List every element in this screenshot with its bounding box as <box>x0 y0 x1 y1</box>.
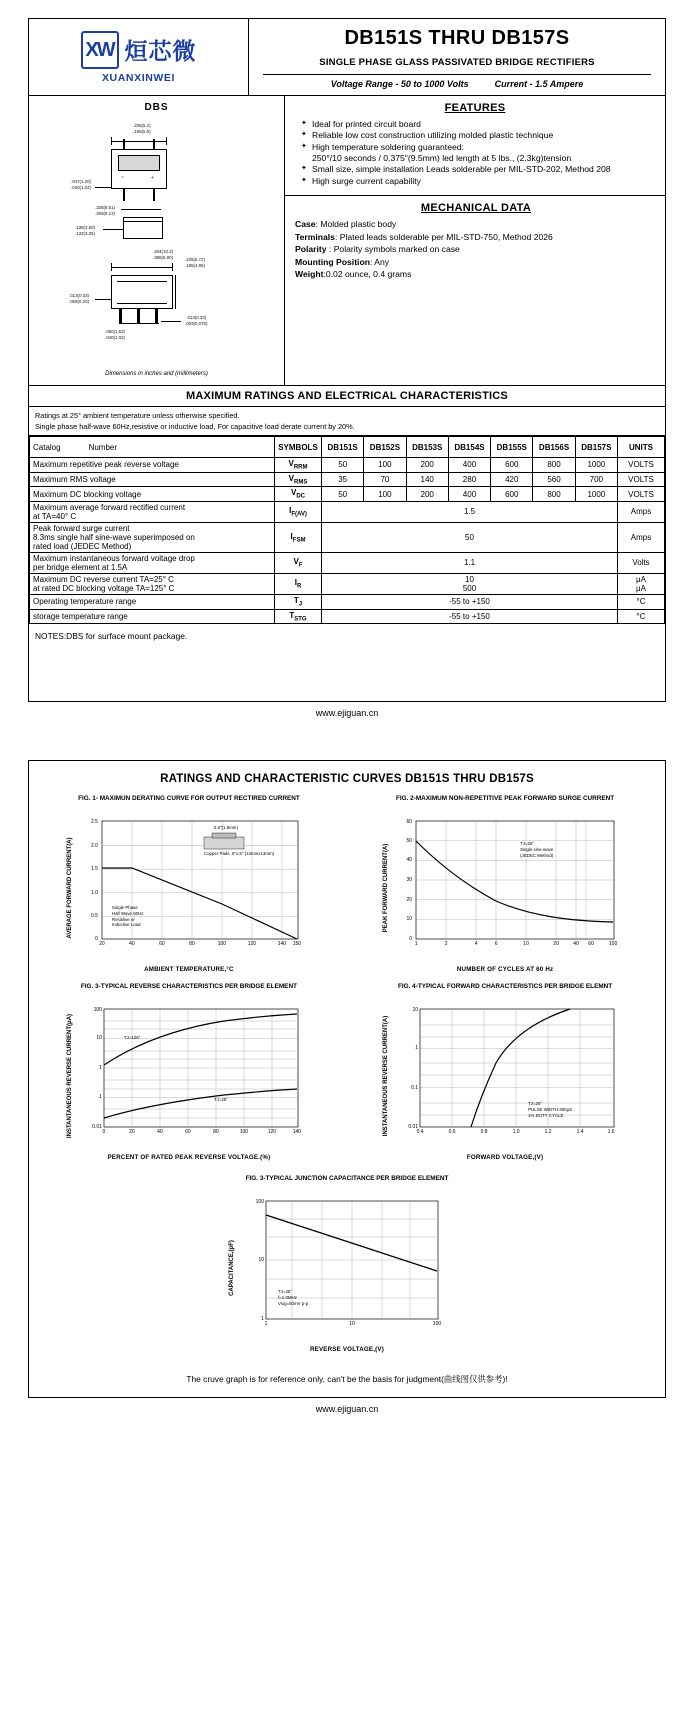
curves-title: RATINGS AND CHARACTERISTIC CURVES DB151S THRU DB157S <box>160 773 534 786</box>
y-tick: 10 <box>406 916 413 923</box>
y-tick: 10 <box>412 1007 419 1014</box>
unit-cell: °C <box>618 594 665 609</box>
x-tick: 10 <box>523 941 529 948</box>
list-item: ✦ High temperature soldering guaranteed: <box>301 142 657 153</box>
chart-fig4 <box>359 983 651 1161</box>
list-item: ✦ Reliable low cost construction utilizing molded plastic technique <box>301 130 657 141</box>
param-cell: Maximum DC reverse current TA=25° C at rated DC blocking voltage TA=125° C <box>30 573 275 594</box>
chart-annotation: TJ=25° PULSE WIDTH:300μS 1% DUTY CYCLE <box>528 1101 573 1118</box>
x-tick: 4 <box>474 941 478 948</box>
chart-fig5 <box>222 1175 472 1353</box>
ratings-title: MAXIMUM RATINGS AND ELECTRICAL CHARACTERISTICS <box>29 386 665 407</box>
middle-section <box>29 96 665 386</box>
dim-12: .013(0.33) .008(0.20) <box>69 293 90 304</box>
value-cell: 50 <box>322 458 364 473</box>
ratings-notes <box>29 407 665 436</box>
list-item: ✦ High surge current capability <box>301 176 657 187</box>
value-cell: 140 <box>406 472 448 487</box>
x-tick: 100 <box>432 1321 442 1328</box>
chart-ylabel: PEAK FORWARD CURRENT(A) <box>383 843 390 933</box>
chart-annotation: TJ=25° Single sine-wave (JEDEC Method) <box>520 841 554 858</box>
charts-row-3 <box>43 1175 651 1353</box>
website-footer-2: www.ejiguan.cn <box>315 1404 379 1415</box>
x-tick: 80 <box>213 1129 219 1136</box>
value-cell: 600 <box>491 487 533 502</box>
dim-0: .205(5.2) .195(5.0) <box>133 123 151 134</box>
unit-cell: Amps <box>618 501 665 522</box>
x-tick: 40 <box>157 1129 163 1136</box>
features-section <box>285 96 665 196</box>
value-cell: 50 <box>322 522 618 552</box>
voltage-range: Voltage Range - 50 to 1000 Volts <box>330 79 469 89</box>
page-title: DB151S THRU DB157S <box>344 27 570 49</box>
x-tick: 140 <box>292 1129 302 1136</box>
header-text <box>249 19 665 95</box>
th-part: DB157S <box>575 437 617 458</box>
chart-annotation: TJ=125° <box>123 1035 141 1041</box>
y-tick: 100 <box>255 1199 264 1206</box>
value-cell: 100 <box>364 458 406 473</box>
y-tick: 10 <box>258 1257 264 1264</box>
table-row <box>30 458 665 473</box>
chart-title: FIG. 3-TYPICAL REVERSE CHARACTERISTICS PER BRIDGE ELEMENT <box>80 983 297 991</box>
symbol-cell: $T_{STG}$ <box>275 609 322 624</box>
specs-panel <box>285 96 665 385</box>
y-tick: 0.01 <box>408 1124 419 1131</box>
y-tick: 1 <box>261 1316 264 1323</box>
unit-cell: VOLTS <box>618 487 665 502</box>
value-cell: -55 to +150 <box>322 594 618 609</box>
y-tick: 0.01 <box>92 1124 102 1131</box>
dim-10: .225(5.72) .195(4.95) <box>185 257 206 268</box>
x-tick: 60 <box>159 941 165 948</box>
chart-annotation: TJ=25° f=1.0MHz Vsig=50mV p-p <box>278 1289 309 1306</box>
table-row <box>30 487 665 502</box>
page-subtitle: SINGLE PHASE GLASS PASSIVATED BRIDGE RECTIFIERS <box>319 57 595 68</box>
y-tick: 2.5 <box>90 819 98 826</box>
chart-xlabel: FORWARD VOLTAGE,(V) <box>466 1154 544 1162</box>
value-cell: 400 <box>448 458 490 473</box>
dim-2: .047(1.20) .040(1.02) <box>71 179 92 190</box>
chart-xlabel: AMBIENT TEMPERATURE,°C <box>144 966 234 974</box>
value-cell: 700 <box>575 472 617 487</box>
value-cell: 50 <box>322 487 364 502</box>
dim-4: .335(8.51) .305(8.13) <box>95 205 116 216</box>
x-tick: 140 <box>277 941 287 948</box>
list-item: ✦ Ideal for printed circuit board <box>301 119 657 130</box>
ratings-note-line: Single phase half-wave 60Hz,resistive or inductive load, For capacitive load derate current by 20%. <box>35 421 355 431</box>
package-label: DBS <box>144 102 169 113</box>
th-catalog: Catalog Number <box>30 437 275 458</box>
unit-cell: μA μA <box>618 573 665 594</box>
logo-english: XUANXINWEI <box>101 71 176 84</box>
table-row <box>30 573 665 594</box>
param-cell: Maximum average forward rectified current at TA=40° C <box>30 501 275 522</box>
x-tick: 120 <box>247 941 257 948</box>
y-tick: 60 <box>406 819 413 826</box>
value-cell: 200 <box>406 487 448 502</box>
value-cell: 70 <box>364 472 406 487</box>
logo-mark-text: XW <box>85 38 114 61</box>
y-tick: 20 <box>406 897 413 904</box>
symbol-cell: $V_{DC}$ <box>275 487 322 502</box>
curves-disclaimer: The cruve graph is for reference only, can't be the basis for judgment(曲线图仅供参考)! <box>186 1374 508 1385</box>
x-tick: 60 <box>185 1129 191 1136</box>
list-item: 250°/10 seconds / 0.375"(9.5mm) led length at 5 lbs., (2.3kg)tension <box>312 153 572 164</box>
value-cell: 10 500 <box>322 573 618 594</box>
x-tick: 2 <box>444 941 448 948</box>
th-units: UNITS <box>618 437 665 458</box>
value-cell: 600 <box>491 458 533 473</box>
x-tick: 120 <box>267 1129 277 1136</box>
unit-cell: VOLTS <box>618 472 665 487</box>
param-cell: Operating temperature range <box>30 594 275 609</box>
value-cell: 1.1 <box>322 552 618 573</box>
x-tick: 6 <box>494 941 498 948</box>
y-tick: 1.0 <box>90 890 98 897</box>
page-2 <box>28 760 666 1398</box>
symbol-cell: $I_{F(AV)}$ <box>275 501 322 522</box>
x-tick: 0.4 <box>416 1129 424 1136</box>
x-tick: 20 <box>129 1129 135 1136</box>
unit-cell: Amps <box>618 522 665 552</box>
symbol-cell: $I_{FSM}$ <box>275 522 322 552</box>
mech-row: Polarity : Polarity symbols marked on case <box>295 244 460 255</box>
y-tick: 2.0 <box>90 843 98 850</box>
chart-fig2 <box>359 795 651 973</box>
chart-xlabel: NUMBER OF CYCLES AT 60 Hz <box>456 966 554 974</box>
chart-ylabel: AVERAGE FORWARD CURRENT(A) <box>66 837 73 939</box>
chart-ylabel: INSTANTANEOUS REVERSE CURRENT(A) <box>383 1015 390 1137</box>
features-title: FEATURES <box>444 102 506 114</box>
drawing-note: Dimensions in inches and (millimeters) <box>105 371 208 377</box>
x-tick: 100 <box>239 1129 249 1136</box>
mech-row: Weight:0.02 ounce, 0.4 grams <box>295 269 412 280</box>
value-cell: 100 <box>364 487 406 502</box>
datasheet-page <box>0 18 694 1424</box>
chart-title: FIG. 4-TYPICAL FORWARD CHARACTERISTICS PER BRIDGE ELEMNT <box>397 983 613 991</box>
symbol-cell: $V_F$ <box>275 552 322 573</box>
unit-cell: Volts <box>618 552 665 573</box>
param-cell: storage temperature range <box>30 609 275 624</box>
dim-6: .138(3.50) .132(3.35) <box>75 225 96 236</box>
header-range <box>253 79 661 89</box>
page-1 <box>28 18 666 702</box>
website-footer-1: www.ejiguan.cn <box>315 708 379 719</box>
list-item: ✦ Small size, simple installation Leads solderable per MIL-STD-202, Method 208 <box>301 164 657 175</box>
value-cell: 420 <box>491 472 533 487</box>
chart-fig1 <box>43 795 335 973</box>
th-part: DB154S <box>448 437 490 458</box>
x-tick: 100 <box>608 941 618 948</box>
logo-chinese: 烜芯微 <box>124 39 197 65</box>
y-tick: 10 <box>96 1035 102 1042</box>
y-tick: 1 <box>99 1065 102 1072</box>
value-cell: 200 <box>406 458 448 473</box>
brand-mark-icon <box>81 31 119 69</box>
th-part: DB152S <box>364 437 406 458</box>
x-tick: 20 <box>99 941 105 948</box>
dim-16: .013(0.33) .003(0.076) <box>185 315 208 326</box>
symbol-cell: $V_{RMS}$ <box>275 472 322 487</box>
charts-row-2 <box>43 983 651 1161</box>
x-tick: 1.0 <box>512 1129 520 1136</box>
param-cell: Maximum repetitive peak reverse voltage <box>30 458 275 473</box>
x-tick: 20 <box>553 941 559 948</box>
x-tick: 40 <box>573 941 579 948</box>
charts-area <box>29 795 665 1359</box>
x-tick: 150 <box>292 941 302 948</box>
charts-row-1 <box>43 795 651 973</box>
value-cell: 1000 <box>575 487 617 502</box>
table-row <box>30 501 665 522</box>
unit-cell: °C <box>618 609 665 624</box>
param-cell: Peak forward surge current 8.3ms single half sine-wave superimposed on rated load (JEDEC Method) <box>30 522 275 552</box>
mech-row: Mounting Position: Any <box>295 256 390 267</box>
chart-ylabel: INSTANTANEOUS REVERSE CURRENT(μA) <box>66 1014 73 1139</box>
current-rating: Current - 1.5 Ampere <box>494 79 584 89</box>
table-row <box>30 472 665 487</box>
logo-block <box>29 19 249 95</box>
param-cell: Maximum instantaneous forward voltage drop per bridge element at 1.5A <box>30 552 275 573</box>
th-symbols: SYMBOLS <box>275 437 322 458</box>
chart-title: FIG. 1- MAXIMUN DERATING CURVE FOR OUTPUT RECTIRED CURRENT <box>78 795 300 803</box>
x-tick: 80 <box>189 941 195 948</box>
value-cell: 1000 <box>575 458 617 473</box>
symbol-cell: $I_R$ <box>275 573 322 594</box>
y-tick: 50 <box>406 838 413 845</box>
x-tick: 0 <box>102 1129 106 1136</box>
x-tick: 60 <box>588 941 594 948</box>
dim-14: .060(1.53) .040(1.02) <box>105 329 126 340</box>
th-part: DB156S <box>533 437 575 458</box>
th-part: DB153S <box>406 437 448 458</box>
table-row <box>30 609 665 624</box>
x-tick: 1.6 <box>607 1129 615 1136</box>
package-drawing-panel <box>29 96 285 385</box>
value-cell: 560 <box>533 472 575 487</box>
unit-cell: VOLTS <box>618 458 665 473</box>
x-tick: 10 <box>349 1321 355 1328</box>
y-tick: 30 <box>406 877 413 884</box>
chart-annotation: Single Phase Half Wave 60Hz Resistive or Inductive Load <box>111 905 144 928</box>
chart-title: FIG. 3-TYPICAL JUNCTION CAPACITANCE PER BRIDGE ELEMENT <box>245 1175 449 1183</box>
table-row <box>30 522 665 552</box>
y-tick: 0 <box>409 936 413 943</box>
value-cell: 800 <box>533 487 575 502</box>
x-tick: 1 <box>414 941 418 948</box>
mech-row: Terminals: Plated leads solderable per MIL-STD-750, Method 2026 <box>295 231 553 242</box>
y-tick: 1 <box>415 1045 419 1052</box>
x-tick: 0.6 <box>448 1129 456 1136</box>
chart-ylabel: CAPACITANCE,(pF) <box>229 1240 235 1297</box>
x-tick: 40 <box>129 941 135 948</box>
x-tick: 1 <box>264 1321 268 1328</box>
mech-row: Case: Molded plastic body <box>295 219 397 230</box>
x-tick: 1.4 <box>576 1129 584 1136</box>
chart-annotation: TJ=25° <box>213 1097 228 1103</box>
y-tick: 0.1 <box>411 1085 419 1092</box>
th-part: DB151S <box>322 437 364 458</box>
symbol-cell: $T_J$ <box>275 594 322 609</box>
value-cell: -55 to +150 <box>322 609 618 624</box>
x-tick: 100 <box>217 941 227 948</box>
param-cell: Maximum DC blocking voltage <box>30 487 275 502</box>
y-tick: 1.5 <box>90 866 98 873</box>
chart-annotation: 0.6"(1.5mm) <box>213 825 238 831</box>
dim-8: .404(10.3) .386(9.80) <box>153 249 174 260</box>
table-row <box>30 594 665 609</box>
ratings-table <box>29 436 665 624</box>
package-drawing: .205(5.2) .195(5.0) ~ + .047(1.20) .040(1.02) .335(8.51) .305(8.13) .138(3.50) .132(3.35) .404(10.3) .386(9.80) .225(5.72) .195(4.95) .013(0.33) .008(0.20) .060(1.53) .040(1.02) .013(0.33) .003(0.076) <box>69 123 208 340</box>
header-divider <box>263 74 651 75</box>
value-cell: 800 <box>533 458 575 473</box>
y-tick: 0 <box>95 936 98 943</box>
y-tick: .1 <box>97 1094 102 1101</box>
value-cell: 280 <box>448 472 490 487</box>
mechanical-section <box>285 196 665 290</box>
x-tick: 1.2 <box>544 1129 552 1136</box>
header <box>29 19 665 96</box>
table-footnote: NOTES:DBS for surface mount package. <box>35 631 188 642</box>
value-cell: 400 <box>448 487 490 502</box>
symbol-cell: $V_{RRM}$ <box>275 458 322 473</box>
x-tick: 0.8 <box>480 1129 488 1136</box>
features-list <box>293 119 657 187</box>
param-cell: Maximum RMS voltage <box>30 472 275 487</box>
chart-xlabel: REVERSE VOLTAGE,(V) <box>309 1346 385 1354</box>
chart-title: FIG. 2-MAXIMUM NON-REPETITIVE PEAK FORWARD SURGE CURRENT <box>395 795 615 803</box>
chart-fig3 <box>43 983 335 1161</box>
y-tick: 100 <box>93 1007 102 1014</box>
table-head-row <box>30 437 665 458</box>
th-part: DB155S <box>491 437 533 458</box>
value-cell: 35 <box>322 472 364 487</box>
y-tick: 0.5 <box>90 913 98 920</box>
table-row <box>30 552 665 573</box>
chart-annotation: Copper Pads .5"x.5" (13mmx13mm) <box>203 851 275 857</box>
ratings-note-line: Ratings at 25° ambient temperature unless otherwise specified. <box>35 411 240 420</box>
mechanical-title: MECHANICAL DATA <box>420 202 532 215</box>
y-tick: 40 <box>406 857 413 864</box>
chart-xlabel: PERCENT OF RATED PEAK REVERSE VOLTAGE.(%) <box>107 1154 271 1162</box>
value-cell: 1.5 <box>322 501 618 522</box>
